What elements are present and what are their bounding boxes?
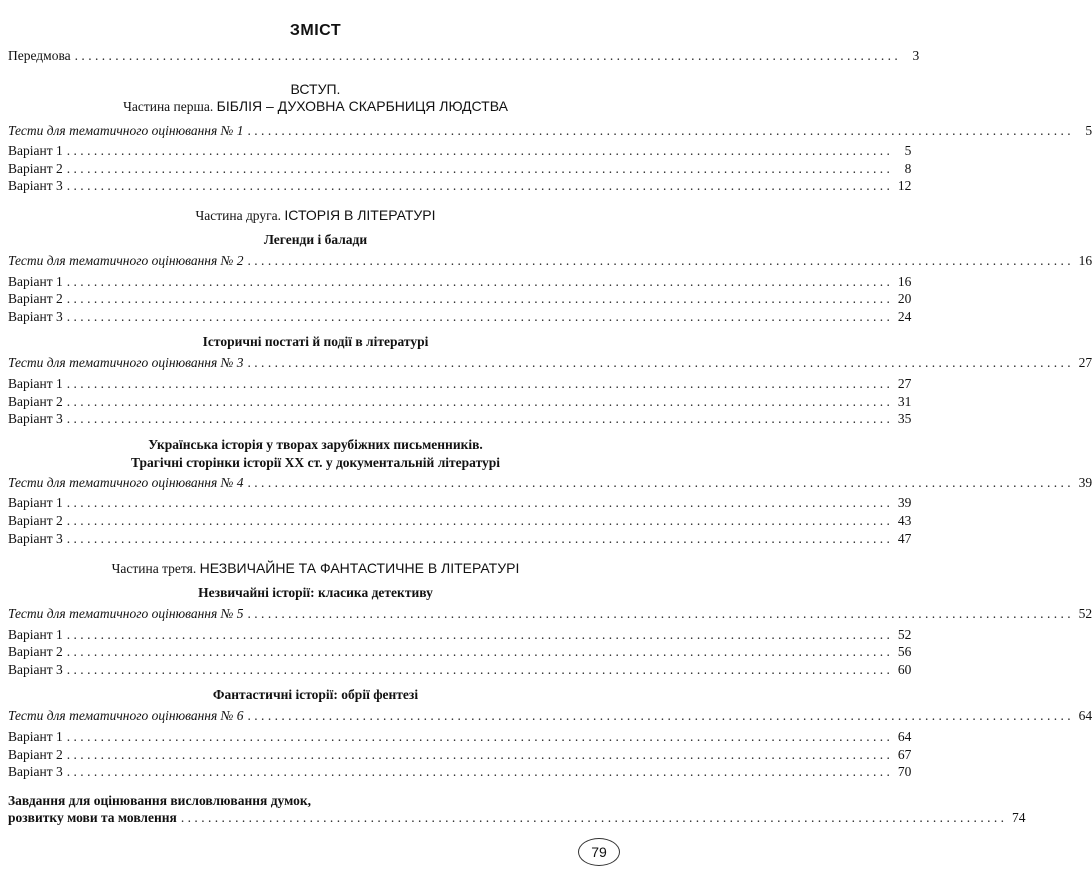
toc-entry-page: 74 xyxy=(1011,810,1026,825)
part-title: НЕЗВИЧАЙНЕ ТА ФАНТАСТИЧНЕ В ЛІТЕРАТУРІ xyxy=(199,560,520,576)
section-heading-fantasy: Фантастичні історії: обрії фентезі xyxy=(212,687,419,702)
toc-entry-variant[interactable] xyxy=(8,643,912,661)
toc-entry-tasks[interactable] xyxy=(8,809,1026,827)
toc-entry-label: Варіант 2 xyxy=(8,291,63,306)
toc-entry-label: Варіант 3 xyxy=(8,309,63,324)
toc-entry-page: 27 xyxy=(1078,355,1092,370)
toc-entry-page: 39 xyxy=(897,495,912,510)
toc-entry-label: Варіант 1 xyxy=(8,143,63,158)
toc-entry-label: розвитку мови та мовлення xyxy=(8,810,177,825)
dot-leader: .......................................................................................................................... xyxy=(247,253,1075,268)
dot-leader: .......................................................................................................................... xyxy=(66,274,894,289)
dot-leader: .......................................................................................................................... xyxy=(66,662,894,677)
toc-entry-variant[interactable] xyxy=(8,661,912,679)
toc-entry-label: Варіант 2 xyxy=(8,161,63,176)
dot-leader: .......................................................................................................................... xyxy=(66,764,894,779)
toc-entry-page: 70 xyxy=(897,764,912,779)
dot-leader: .......................................................................................................................... xyxy=(66,309,894,324)
page-number: 79 xyxy=(591,844,607,860)
toc-entry-page: 12 xyxy=(897,178,912,193)
toc-entry-test-2[interactable] xyxy=(8,252,1092,270)
toc-entry-label: Варіант 3 xyxy=(8,178,63,193)
toc-entry-label: Варіант 2 xyxy=(8,394,63,409)
toc-entry-variant[interactable] xyxy=(8,530,912,548)
toc-entry-page: 8 xyxy=(904,161,912,176)
toc-entry-page: 16 xyxy=(1078,253,1092,268)
toc-entry-variant[interactable] xyxy=(8,308,912,326)
toc-entry-label: Тести для тематичного оцінювання № 3 xyxy=(8,355,244,370)
section-heading-ukr-history-2: Трагічні сторінки історії ХХ ст. у документальній літературі xyxy=(130,455,501,470)
toc-entry-variant[interactable] xyxy=(8,273,912,291)
toc-entry-variant[interactable] xyxy=(8,142,912,160)
toc-entry-page: 35 xyxy=(897,411,912,426)
toc-entry-label: Варіант 3 xyxy=(8,764,63,779)
toc-entry-test-4[interactable] xyxy=(8,474,1092,492)
dot-leader: .......................................................................................................................... xyxy=(66,747,894,762)
toc-entry-page: 43 xyxy=(897,513,912,528)
toc-entry-variant[interactable] xyxy=(8,512,912,530)
dot-leader: .......................................................................................................................... xyxy=(66,376,894,391)
toc-entry-page: 3 xyxy=(912,48,920,63)
toc-entry-page: 47 xyxy=(897,531,912,546)
toc-entry-page: 16 xyxy=(897,274,912,289)
section-heading-detective: Незвичайні історії: класика детективу xyxy=(198,585,433,600)
toc-entry-page: 52 xyxy=(1078,606,1092,621)
toc-entry-preface[interactable] xyxy=(8,47,920,65)
dot-leader: .......................................................................................................................... xyxy=(66,729,894,744)
toc-entry-label: Варіант 3 xyxy=(8,531,63,546)
toc-entry-page: 67 xyxy=(897,747,912,762)
dot-leader: .......................................................................................................................... xyxy=(66,531,894,546)
toc-entry-variant[interactable] xyxy=(8,290,912,308)
toc-entry-label: Варіант 1 xyxy=(8,627,63,642)
intro-title: ВСТУП. xyxy=(290,81,341,97)
part-heading-3 xyxy=(0,559,631,578)
page-title: ЗМІСТ xyxy=(289,22,342,39)
dot-leader: .......................................................................................................................... xyxy=(247,606,1075,621)
toc-entry-page: 20 xyxy=(897,291,912,306)
page-number-badge xyxy=(578,838,620,866)
section-heading-historic: Історичні постаті й події в літературі xyxy=(202,334,429,349)
toc-entry-label: Варіант 3 xyxy=(8,411,63,426)
dot-leader: .......................................................................................................................... xyxy=(66,394,894,409)
toc-entry-label: Тести для тематичного оцінювання № 1 xyxy=(8,123,244,138)
dot-leader: .......................................................................................................................... xyxy=(66,644,894,659)
toc-entry-variant[interactable] xyxy=(8,494,912,512)
toc-entry-page: 64 xyxy=(897,729,912,744)
dot-leader: .......................................................................................................................... xyxy=(66,161,894,176)
toc-entry-tasks-line1: Завдання для оцінювання висловлювання думок, xyxy=(8,793,312,808)
dot-leader: .......................................................................................................................... xyxy=(66,143,894,158)
toc-entry-page: 60 xyxy=(897,662,912,677)
dot-leader: .......................................................................................................................... xyxy=(66,291,894,306)
toc-entry-page: 5 xyxy=(904,143,912,158)
part-heading-2 xyxy=(0,206,631,225)
toc-entry-page: 56 xyxy=(897,644,912,659)
section-heading-ukr-history-1: Українська історія у творах зарубіжних письменників. xyxy=(148,437,483,452)
dot-leader: .......................................................................................................................... xyxy=(66,627,894,642)
part-title: БІБЛІЯ – ДУХОВНА СКАРБНИЦЯ ЛЮДСТВА xyxy=(216,98,508,114)
toc-entry-variant[interactable] xyxy=(8,728,912,746)
toc-entry-page: 64 xyxy=(1078,708,1092,723)
toc-entry-variant[interactable] xyxy=(8,763,912,781)
dot-leader: .......................................................................................................................... xyxy=(74,48,902,63)
toc-entry-label: Варіант 1 xyxy=(8,376,63,391)
dot-leader: .......................................................................................................................... xyxy=(247,475,1075,490)
part-heading-1 xyxy=(0,97,631,116)
toc-entry-variant[interactable] xyxy=(8,746,912,764)
toc-entry-label: Варіант 3 xyxy=(8,662,63,677)
toc-entry-label: Варіант 1 xyxy=(8,274,63,289)
part-prefix: Частина перша. xyxy=(123,99,214,114)
toc-entry-label: Тести для тематичного оцінювання № 5 xyxy=(8,606,244,621)
dot-leader: .......................................................................................................................... xyxy=(66,411,894,426)
dot-leader: .......................................................................................................................... xyxy=(247,708,1075,723)
toc-entry-page: 24 xyxy=(897,309,912,324)
dot-leader: .......................................................................................................................... xyxy=(66,495,894,510)
toc-entry-label: Варіант 1 xyxy=(8,729,63,744)
toc-entry-page: 52 xyxy=(897,627,912,642)
toc-entry-label: Тести для тематичного оцінювання № 4 xyxy=(8,475,244,490)
toc-entry-variant[interactable] xyxy=(8,160,912,178)
toc-entry-test-6[interactable] xyxy=(8,707,1092,725)
part-title: ІСТОРІЯ В ЛІТЕРАТУРІ xyxy=(284,207,436,223)
part-prefix: Частина третя. xyxy=(111,561,197,576)
toc-entry-label: Передмова xyxy=(8,48,71,63)
toc-entry-test-5[interactable] xyxy=(8,605,1092,623)
toc-entry-variant[interactable] xyxy=(8,375,912,393)
section-heading-legends: Легенди і балади xyxy=(263,232,368,247)
toc-entry-page: 5 xyxy=(1085,123,1092,138)
toc-entry-label: Тести для тематичного оцінювання № 2 xyxy=(8,253,244,268)
dot-leader: .......................................................................................................................... xyxy=(66,513,894,528)
toc-entry-variant[interactable] xyxy=(8,626,912,644)
toc-entry-label: Тести для тематичного оцінювання № 6 xyxy=(8,708,244,723)
toc-entry-variant[interactable] xyxy=(8,410,912,428)
toc-entry-page: 31 xyxy=(897,394,912,409)
toc-entry-test-3[interactable] xyxy=(8,354,1092,372)
toc-entry-label: Варіант 2 xyxy=(8,513,63,528)
toc-entry-label: Варіант 2 xyxy=(8,644,63,659)
dot-leader: .......................................................................................................................... xyxy=(180,810,1008,825)
toc-entry-test-1[interactable] xyxy=(8,122,1092,140)
toc-entry-page: 27 xyxy=(897,376,912,391)
dot-leader: .......................................................................................................................... xyxy=(247,355,1075,370)
toc-entry-variant[interactable] xyxy=(8,393,912,411)
toc-entry-label: Варіант 2 xyxy=(8,747,63,762)
toc-entry-page: 39 xyxy=(1078,475,1092,490)
dot-leader: .......................................................................................................................... xyxy=(247,123,1075,138)
toc-entry-label: Варіант 1 xyxy=(8,495,63,510)
part-prefix: Частина друга. xyxy=(195,208,282,223)
toc-entry-variant[interactable] xyxy=(8,177,912,195)
dot-leader: .......................................................................................................................... xyxy=(66,178,894,193)
